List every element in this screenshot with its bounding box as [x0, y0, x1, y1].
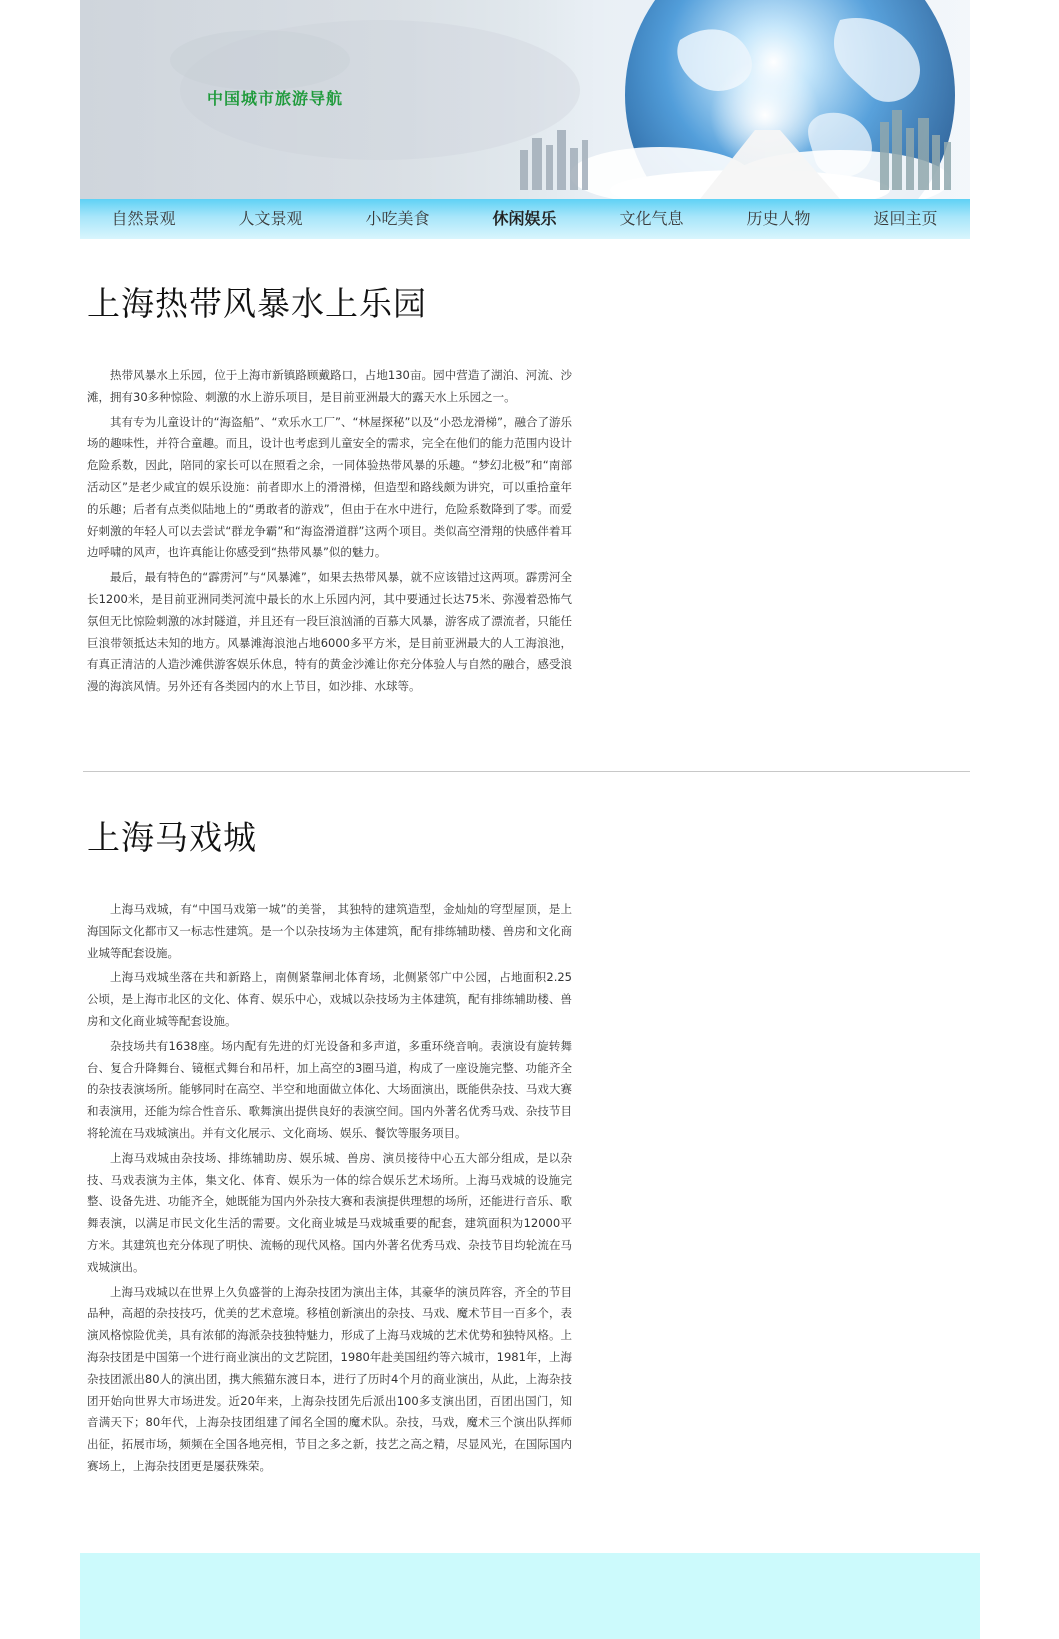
article-paragraph: 杂技场共有1638座。场内配有先进的灯光设备和多声道，多重环绕音响。表演设有旋转舞台、复合升降舞台、镜框式舞台和吊杆，加上高空的3圈马道，构成了一座设施完整、功能齐全的杂技表演场所。能够同时在高空、半空和地面做立体化、大场面演出，既能供杂技、马戏大赛和表演用，还能为综合性音乐、歌舞演出提供良好的表演空间。国内外著名优秀马戏、杂技节目将轮流在马戏城演出。并有文化展示、文化商场、娱乐、餐饮等服务项目。 [87, 1038, 572, 1140]
article-body [87, 365, 572, 698]
nav-item-culture[interactable]: 文化气息 [619, 209, 684, 228]
section-divider [83, 771, 970, 772]
article-paragraph: 上海马戏城由杂技场、排练辅助房、娱乐城、兽房、演员接待中心五大部分组成，是以杂技、马戏表演为主体，集文化、体育、娱乐为一体的综合娱乐艺术场所。上海马戏城的设施完整、设备先进、功能齐全，她既能为国内外杂技大赛和表演提供理想的场所，还能进行音乐、歌舞表演，以满足市民文化生活的需要。文化商业城是马戏城重要的配套，建筑面积为12000平方米。其建筑也充分体现了明快、流畅的现代风格。国内外著名优秀马戏、杂技节目均轮流在马戏城演出。 [87, 1150, 572, 1274]
article-body [87, 899, 572, 1478]
main-nav [80, 199, 970, 239]
article-paragraph: 热带风暴水上乐园，位于上海市新镇路顾戴路口，占地130亩。园中营造了湖泊、河流、沙滩，拥有30多种惊险、刺激的水上游乐项目，是目前亚洲最大的露天水上乐园之一。 [87, 368, 572, 404]
article-water-park [87, 278, 572, 701]
site-title: 中国城市旅游导航 [207, 89, 344, 108]
nav-item-cultural-scenery[interactable]: 人文景观 [238, 209, 303, 228]
nav-item-natural-scenery[interactable]: 自然景观 [111, 209, 176, 228]
footer-bar [80, 1553, 980, 1639]
nav-item-snacks-food[interactable]: 小吃美食 [365, 209, 430, 228]
article-title: 上海热带风暴水上乐园 [87, 284, 427, 323]
article-paragraph: 上海马戏城坐落在共和新路上，南侧紧靠闸北体育场，北侧紧邻广中公园，占地面积2.25公顷，是上海市北区的文化、体育、娱乐中心，戏城以杂技场为主体建筑，配有排练辅助楼、兽房和文化商业城等配套设施。 [87, 970, 572, 1028]
article-paragraph: 上海马戏城，有“中国马戏第一城”的美誉， 其独特的建筑造型，金灿灿的穹型屋顶，是上海国际文化都市又一标志性建筑。是一个以杂技场为主体建筑，配有排练辅助楼、兽房和文化商业城等配套设施。 [87, 902, 572, 960]
article-paragraph: 其有专为儿童设计的“海盗船”、“欢乐水工厂”、“林屋探秘”以及“小恐龙滑梯”，融合了游乐场的趣味性，并符合童趣。而且，设计也考虑到儿童安全的需求，完全在他们的能力范围内设计危险系数，因此，陪同的家长可以在照看之余，一同体验热带风暴的乐趣。“梦幻北极”和“南部活动区”是老少咸宜的娱乐设施：前者即水上的滑滑梯，但造型和路线颇为讲究，可以重拾童年的乐趣；后者有点类似陆地上的“勇敢者的游戏”，但由于在水中进行，危险系数降到了零。而爱好刺激的年轻人可以去尝试“群龙争霸”和“海盗滑道群”这两个项目。类似高空滑翔的快感伴着耳边呼啸的风声，也许真能让你感受到“热带风暴”似的魅力。 [87, 414, 572, 560]
article-circus-city [87, 812, 572, 1481]
nav-item-home[interactable]: 返回主页 [873, 209, 938, 228]
banner [80, 0, 970, 199]
nav-item-leisure[interactable]: 休闲娱乐 [492, 209, 557, 228]
article-paragraph: 上海马戏城以在世界上久负盛誉的上海杂技团为演出主体，其豪华的演员阵容，齐全的节目品种，高超的杂技技巧，优美的艺术意境。移植创新演出的杂技、马戏、魔术节目一百多个，表演风格惊险优美，具有浓郁的海派杂技独特魅力，形成了上海马戏城的艺术优势和独特风格。上海杂技团是中国第一个进行商业演出的文艺院团，1980年赴美国纽约等六城市，1981年，上海杂技团派出80人的演出团，携大熊猫东渡日本，进行了历时4个月的商业演出，从此，上海杂技团开始向世界大市场进发。近20年来，上海杂技团先后派出100多支演出团，百团出国门，知音满天下；80年代，上海杂技团组建了闻名全国的魔术队。杂技，马戏，魔术三个演出队挥师出征，拓展市场，频频在全国各地亮相，节目之多之新，技艺之高之精，尽显风光，在国际国内赛场上，上海杂技团更是屡获殊荣。 [87, 1284, 572, 1473]
article-title: 上海马戏城 [87, 818, 257, 857]
article-paragraph: 最后，最有特色的“霹雳河”与“风暴滩”，如果去热带风暴，就不应该错过这两项。霹雳河全长1200米，是目前亚洲同类河流中最长的水上乐园内河，其中要通过长达75米、弥漫着恐怖气氛但无比惊险刺激的冰封隧道，并且还有一段巨浪汹涌的百慕大风暴，游客成了漂流者，只能任巨浪带领抵达未知的地方。风暴滩海浪池占地6000多平方米，是目前亚洲最大的人工海浪池，有真正清洁的人造沙滩供游客娱乐休息，特有的黄金沙滩让你充分体验人与自然的融合，感受浪漫的海滨风情。另外还有各类园内的水上节目，如沙排、水球等。 [87, 570, 572, 694]
nav-item-historical-figures[interactable]: 历史人物 [746, 209, 811, 228]
